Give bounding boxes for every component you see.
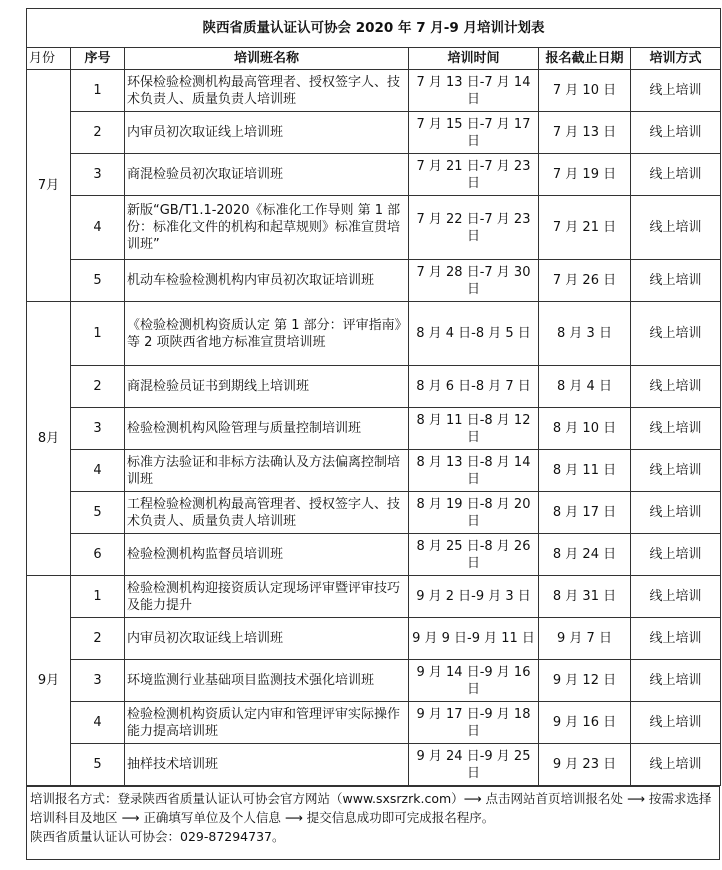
deadline-cell: 7 月 19 日: [539, 154, 631, 196]
table-row: [27, 450, 721, 492]
course-name-cell: 《检验检测机构资质认定 第 1 部分：评审指南》等 2 项陕西省地方标准宣贯培训班: [125, 302, 409, 366]
seq-cell: 1: [71, 302, 125, 366]
seq-cell: 2: [71, 112, 125, 154]
mode-cell: 线上培训: [631, 450, 721, 492]
course-name-cell: 工程检验检测机构最高管理者、授权签字人、技术负责人、质量负责人培训班: [125, 492, 409, 534]
seq-cell: 3: [71, 154, 125, 196]
table-row: [27, 302, 721, 366]
training-schedule-table: [26, 8, 721, 786]
course-name-cell: 检验检测机构资质认定内审和管理评审实际操作能力提高培训班: [125, 702, 409, 744]
mode-cell: 线上培训: [631, 196, 721, 260]
mode-cell: 线上培训: [631, 302, 721, 366]
deadline-cell: 9 月 7 日: [539, 618, 631, 660]
mode-cell: 线上培训: [631, 618, 721, 660]
mode-cell: 线上培训: [631, 366, 721, 408]
seq-cell: 1: [71, 576, 125, 618]
month-cell: 9月: [27, 576, 71, 786]
training-time-cell: 8 月 13 日-8 月 14 日: [409, 450, 539, 492]
course-name-cell: 环保检验检测机构最高管理者、授权签字人、技术负责人、质量负责人培训班: [125, 70, 409, 112]
mode-cell: 线上培训: [631, 576, 721, 618]
training-time-cell: 9 月 17 日-9 月 18 日: [409, 702, 539, 744]
course-name-cell: 商混检验员初次取证培训班: [125, 154, 409, 196]
month-cell: 8月: [27, 302, 71, 576]
course-name-cell: 标准方法验证和非标方法确认及方法偏离控制培训班: [125, 450, 409, 492]
table-row: [27, 196, 721, 260]
deadline-cell: 7 月 26 日: [539, 260, 631, 302]
table-row: [27, 534, 721, 576]
seq-cell: 4: [71, 196, 125, 260]
header-no: 序号: [71, 48, 125, 70]
seq-cell: 5: [71, 260, 125, 302]
seq-cell: 3: [71, 660, 125, 702]
course-name-cell: 机动车检验检测机构内审员初次取证培训班: [125, 260, 409, 302]
table-title: 陕西省质量认证认可协会 2020 年 7 月-9 月培训计划表: [27, 9, 721, 48]
table-row: [27, 154, 721, 196]
training-time-cell: 7 月 13 日-7 月 14 日: [409, 70, 539, 112]
seq-cell: 4: [71, 702, 125, 744]
table-row: [27, 408, 721, 450]
deadline-cell: 8 月 24 日: [539, 534, 631, 576]
training-time-cell: 7 月 22 日-7 月 23 日: [409, 196, 539, 260]
seq-cell: 1: [71, 70, 125, 112]
header-mode: 培训方式: [631, 48, 721, 70]
course-name-cell: 环境监测行业基础项目监测技术强化培训班: [125, 660, 409, 702]
training-time-cell: 9 月 24 日-9 月 25 日: [409, 744, 539, 786]
table-row: [27, 660, 721, 702]
deadline-cell: 8 月 3 日: [539, 302, 631, 366]
month-cell: 7月: [27, 70, 71, 302]
training-time-cell: 9 月 2 日-9 月 3 日: [409, 576, 539, 618]
table-row: [27, 744, 721, 786]
course-name-cell: 检验检测机构监督员培训班: [125, 534, 409, 576]
table-row: [27, 702, 721, 744]
training-time-cell: 9 月 9 日-9 月 11 日: [409, 618, 539, 660]
seq-cell: 2: [71, 618, 125, 660]
deadline-cell: 9 月 16 日: [539, 702, 631, 744]
training-time-cell: 7 月 28 日-7 月 30 日: [409, 260, 539, 302]
mode-cell: 线上培训: [631, 492, 721, 534]
deadline-cell: 7 月 13 日: [539, 112, 631, 154]
seq-cell: 5: [71, 744, 125, 786]
table-row: [27, 112, 721, 154]
footer-row: [27, 787, 720, 860]
table-row: [27, 492, 721, 534]
deadline-cell: 8 月 11 日: [539, 450, 631, 492]
deadline-cell: 7 月 21 日: [539, 196, 631, 260]
course-name-cell: 新版“GB/T1.1-2020《标准化工作导则 第 1 部份：标准化文件的机构和起草规则》标准宣贯培训班”: [125, 196, 409, 260]
deadline-cell: 8 月 10 日: [539, 408, 631, 450]
training-time-cell: 8 月 6 日-8 月 7 日: [409, 366, 539, 408]
training-time-cell: 8 月 11 日-8 月 12 日: [409, 408, 539, 450]
contact-phone: 陕西省质量认证认可协会：029-87294737。: [30, 829, 285, 844]
training-time-cell: 8 月 19 日-8 月 20 日: [409, 492, 539, 534]
seq-cell: 6: [71, 534, 125, 576]
table-row: [27, 70, 721, 112]
header-time: 培训时间: [409, 48, 539, 70]
mode-cell: 线上培训: [631, 744, 721, 786]
title-row: [27, 9, 721, 48]
mode-cell: 线上培训: [631, 70, 721, 112]
course-name-cell: 内审员初次取证线上培训班: [125, 112, 409, 154]
seq-cell: 2: [71, 366, 125, 408]
training-time-cell: 8 月 4 日-8 月 5 日: [409, 302, 539, 366]
deadline-cell: 8 月 31 日: [539, 576, 631, 618]
training-time-cell: 9 月 14 日-9 月 16 日: [409, 660, 539, 702]
seq-cell: 5: [71, 492, 125, 534]
deadline-cell: 8 月 17 日: [539, 492, 631, 534]
training-time-cell: 8 月 25 日-8 月 26 日: [409, 534, 539, 576]
table-row: [27, 618, 721, 660]
table-row: [27, 576, 721, 618]
schedule-document: [26, 8, 720, 860]
training-time-cell: 7 月 15 日-7 月 17 日: [409, 112, 539, 154]
header-name: 培训班名称: [125, 48, 409, 70]
mode-cell: 线上培训: [631, 408, 721, 450]
footer-table: [26, 786, 720, 860]
footer-cell: [27, 787, 720, 860]
deadline-cell: 7 月 10 日: [539, 70, 631, 112]
header-row: [27, 48, 721, 70]
deadline-cell: 8 月 4 日: [539, 366, 631, 408]
course-name-cell: 抽样技术培训班: [125, 744, 409, 786]
registration-instructions: 培训报名方式：登录陕西省质量认证认可协会官方网站（www.sxsrzrk.com）⟶ 点击网站首页培训报名处 ⟶ 按需求选择培训科目及地区 ⟶ 正确填写单位及个人信息 ⟶ 提交信息成功即可完成报名程序。: [30, 791, 712, 825]
deadline-cell: 9 月 12 日: [539, 660, 631, 702]
seq-cell: 4: [71, 450, 125, 492]
mode-cell: 线上培训: [631, 154, 721, 196]
course-name-cell: 商混检验员证书到期线上培训班: [125, 366, 409, 408]
mode-cell: 线上培训: [631, 260, 721, 302]
table-row: [27, 366, 721, 408]
training-time-cell: 7 月 21 日-7 月 23 日: [409, 154, 539, 196]
mode-cell: 线上培训: [631, 660, 721, 702]
deadline-cell: 9 月 23 日: [539, 744, 631, 786]
header-deadline: 报名截止日期: [539, 48, 631, 70]
mode-cell: 线上培训: [631, 702, 721, 744]
course-name-cell: 检验检测机构迎接资质认定现场评审暨评审技巧及能力提升: [125, 576, 409, 618]
course-name-cell: 内审员初次取证线上培训班: [125, 618, 409, 660]
mode-cell: 线上培训: [631, 534, 721, 576]
mode-cell: 线上培训: [631, 112, 721, 154]
header-month: 月份: [27, 48, 71, 70]
seq-cell: 3: [71, 408, 125, 450]
course-name-cell: 检验检测机构风险管理与质量控制培训班: [125, 408, 409, 450]
table-row: [27, 260, 721, 302]
